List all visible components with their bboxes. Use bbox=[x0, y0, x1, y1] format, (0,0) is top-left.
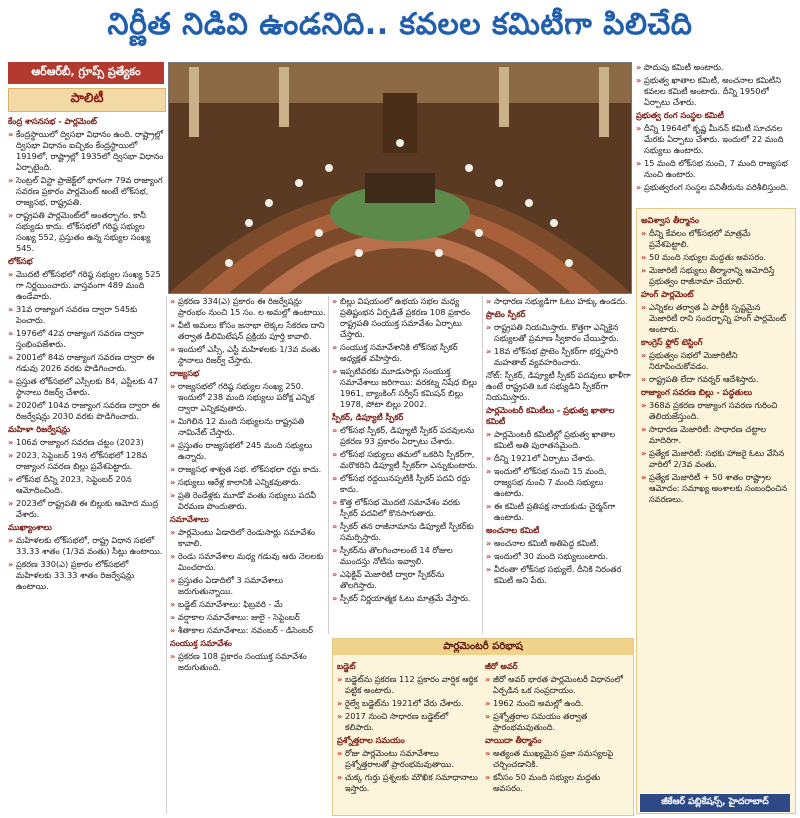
list-item: » ప్రత్యేక మెజారిటీ: సభకు హాజరై ఓటు వేసిన వారిలో 2/3వ వంతు. bbox=[641, 448, 791, 470]
subheading: మహిళా రిజర్వేషన్లు bbox=[8, 424, 71, 434]
right-info-box bbox=[636, 208, 796, 814]
list-item: » లోక్‌సభ సభ్యులు తమలో ఒకరిని స్పీకర్‌గా, మరొకరిని డిప్యూటీ స్పీకర్‌గా ఎన్నుకుంటారు. bbox=[332, 449, 480, 471]
column-2 bbox=[170, 296, 326, 814]
list-item: » ప్రభుత్వరంగ సంస్థల పనితీరును పరిశీలిస్తుంది. bbox=[636, 182, 794, 193]
terminology-col-2 bbox=[485, 659, 629, 811]
list-item: » వీరంతా లోక్‌సభ సభ్యులే. దీనికి నిరంతర కమిటీ అని పేరు. bbox=[486, 564, 632, 586]
col1-heading: కేంద్ర శాసనసభ - పార్లమెంట్ bbox=[8, 116, 97, 126]
list-item: » ఈ కమిటీ ప్రతిపక్ష నాయకుడు చైర్మన్‌గా ఉంటారు. bbox=[486, 501, 632, 523]
subheading: వాయిదా తీర్మానం bbox=[485, 735, 542, 745]
section-tag: ఆర్ఆర్‌బీ, గ్రూప్స్ ప్రత్యేకం bbox=[8, 62, 164, 84]
list-item: » ప్రశ్నోత్తరాల సమయం తర్వాత ప్రారంభమవుతుంది. bbox=[485, 711, 629, 733]
list-item: » వర్షాకాల సమావేశాలు: జులై - సెప్టెంబర్ bbox=[170, 612, 326, 623]
terminology-box bbox=[332, 638, 634, 816]
list-item: » ఇందులో ఎస్సీ, ఎస్టీ మహిళలకు 1/3వ వంతు స్థానాలు రిజర్వ్ చేస్తారు. bbox=[170, 344, 326, 366]
subheading: రాజ్యసభ bbox=[170, 368, 200, 378]
list-item: » రాజ్యసభలో గరిష్ఠ సభ్యుల సంఖ్య 250. ఇందులో 238 మంది సభ్యులు పరోక్ష ఎన్నిక ద్వారా ఎన్నికవుతారు. bbox=[170, 381, 326, 414]
column-4 bbox=[486, 296, 632, 634]
section-name: పాలిటీ bbox=[8, 88, 166, 112]
list-item: » రెండు సమావేశాల మధ్య గడువు ఆరు నెలలకు మించరాదు. bbox=[170, 551, 326, 573]
page-headline: నిర్ణీత నిడివి ఉండనిది.. కవలల కమిటీగా పిలిచేది bbox=[107, 7, 693, 42]
subheading: జీరో అవర్ bbox=[485, 661, 518, 671]
note: నోట్: స్పీకర్, డిప్యూటీ స్పీకర్ పదవులు ఖాళీగా ఉంటే రాష్ట్రపతి ఒక సభ్యుడిని స్పీకర్‌గా నియమిస్తారు. bbox=[486, 370, 631, 402]
subheading: లోక్‌సభ bbox=[8, 256, 33, 266]
list-item: » మహిళలకు లోక్‌సభలో, రాష్ట్ర విధాన సభలో 33.33 శాతం (1/3వ వంతు) సీట్లు ఉంటాయి. bbox=[8, 535, 164, 557]
subheading: హంగ్ పార్లమెంట్ bbox=[641, 289, 694, 299]
list-item: » శీతాకాల సమావేశాలు: నవంబర్ - డిసెంబర్ bbox=[170, 625, 326, 636]
list-item: » ఇందులో 30 మంది సభ్యులుంటారు. bbox=[486, 551, 632, 562]
list-item: » సాధారణ మెజారిటీ: సాధారణ చట్టాల మాదిరిగా. bbox=[641, 424, 791, 446]
list-item: » రాజ్యసభ శాశ్వత సభ. లోక్‌సభలా రద్దు కాదు. bbox=[170, 464, 326, 475]
list-item: » 2017 నుంచి సాధారణ బడ్జెట్‌లో కలిపారు. bbox=[337, 711, 479, 733]
list-item: » 18వ లోక్‌సభ ప్రొటెం స్పీకర్‌గా భర్తృహరి మహతాబ్ వ్యవహరించారు. bbox=[486, 346, 632, 368]
list-item: » రాష్ట్రపతి పార్లమెంట్‌లో అంతర్భాగం. కానీ సభ్యుడు కాదు. లోక్‌సభలో గరిష్ఠ సభ్యుల సంఖ్య 552, ప్రస్తుతం ఉన్న సభ్యుల సంఖ్య 545. bbox=[8, 210, 164, 254]
column-1 bbox=[8, 114, 164, 814]
list-item: » వీటి అమలు కోసం జనాభా లెక్కల సేకరణ దాని తర్వాత డీలిమిటేషన్ ప్రక్రియ పూర్తి కావాలి. bbox=[170, 320, 326, 342]
subheading: స్పీకర్, డిప్యూటీ స్పీకర్ bbox=[332, 412, 404, 422]
list-item: » అత్యంత ముఖ్యమైన ప్రజా సమస్యలపై చర్చించడానికి. bbox=[485, 748, 629, 770]
list-item: » దీన్ని 1964లో కృష్ణ మీనన్ కమిటీ సూచనల మేరకు ఏర్పాటు చేశారు. ఇందులో 22 మంది సభ్యులు ఉంటారు. bbox=[636, 123, 794, 156]
list-item: » సాధారణ సభ్యుడిగా ఓటు హక్కు ఉండదు. bbox=[486, 296, 632, 307]
list-item: » స్పీకర్ తన రాజీనామాను డిప్యూటీ స్పీకర్‌కు సమర్పిస్తారు. bbox=[332, 521, 480, 543]
list-item: » 2023, సెప్టెంబర్ 19న లోక్‌సభలో 128వ రాజ్యాంగ సవరణ బిల్లు ప్రవేశపెట్టారు. bbox=[8, 450, 164, 472]
list-item: » మెజారిటీ సభ్యులు తీర్మానాన్ని ఆమోదిస్తే ప్రభుత్వం రాజీనామా చేయాలి. bbox=[641, 265, 791, 287]
list-item: » బడ్జెట్‌ను ప్రకరణ 112 ప్రకారం వార్షిక ఆర్థిక పట్టిక అంటారు. bbox=[337, 674, 479, 696]
subheading: అంచనాల కమిటీ bbox=[486, 525, 540, 535]
list-item: » మొదటి లోక్‌సభలో గరిష్ఠ సభ్యుల సంఖ్య 525 గా నిర్ణయించారు. వాస్తవంగా 489 మంది ఉండేవారు. bbox=[8, 269, 164, 302]
subheading: సమావేశాలు bbox=[170, 514, 209, 524]
terminology-title: పార్లమెంటరీ పరిభాష bbox=[333, 639, 633, 655]
list-item: » ప్రస్తుతం రాజ్యసభలో 245 మంది సభ్యులు ఉన్నారు. bbox=[170, 440, 326, 462]
list-item: » కొత్త లోక్‌సభ మొదటి సమావేశం వరకు స్పీకర్ పదవిలో కొనసాగుతారు. bbox=[332, 497, 480, 519]
subheading: కాంగ్రెస్ ఫ్లోర్ టెస్టింగ్ bbox=[641, 337, 703, 347]
list-item: » 2001లో 84వ రాజ్యాంగ సవరణ ద్వారా ఈ గడువు 2026 వరకు పొడిగించారు. bbox=[8, 352, 164, 374]
list-item: » 31వ రాజ్యాంగ సవరణ ద్వారా 545కు పెంచారు. bbox=[8, 304, 164, 326]
list-item: » లోక్‌సభ దీన్ని 2023, సెప్టెంబర్ 20న ఆమోదించింది. bbox=[8, 474, 164, 496]
list-item: » బడ్జెట్ సమావేశాలు: ఫిబ్రవరి - మే bbox=[170, 599, 326, 610]
list-item: » ఎఫెక్టివ్ మెజారిటీ ద్వారా స్పీకర్‌ను తొలగిస్తారు. bbox=[332, 569, 480, 591]
subheading: ముఖ్యాంశాలు bbox=[8, 522, 52, 532]
list-item: » మిగిలిన 12 మంది సభ్యులను రాష్ట్రపతి నామినేట్ చేస్తారు. bbox=[170, 416, 326, 438]
list-item: » రోజు పార్లమెంటు సమావేశాలు ప్రశ్నోత్తరాలతో ప్రారంభమవుతాయి. bbox=[337, 748, 479, 770]
parliament-chamber-icon bbox=[169, 63, 631, 293]
subheading: బడ్జెట్ bbox=[337, 661, 356, 671]
list-item: » చుక్క గుర్తు ప్రశ్నలకు మౌఖిక సమాధానాలు ఇస్తారు. bbox=[337, 772, 479, 794]
list-item: » స్పీకర్‌ను తొలగించాలంటే 14 రోజుల ముందస్తు నోటీసు ఇవ్వాలి. bbox=[332, 545, 480, 567]
subheading: రాజ్యాంగ సవరణ బిల్లు - పద్ధతులు bbox=[641, 387, 753, 397]
list-item: » 2020లో 104వ రాజ్యాంగ సవరణ ద్వారా ఈ రిజర్వేషన్లు 2030 వరకు పొడిగించారు. bbox=[8, 400, 164, 422]
list-item: » లోక్‌సభ స్పీకర్, డిప్యూటీ స్పీకర్ పదవులను ప్రకరణ 93 ప్రకారం ఏర్పాటు చేశారు. bbox=[332, 425, 480, 447]
list-item: » దీన్ని 1921లో ఏర్పాటు చేశారు. bbox=[486, 453, 632, 464]
column-5 bbox=[636, 62, 794, 204]
list-item: » రాష్ట్రపతి నియమిస్తారు. కొత్తగా ఎన్నికైన సభ్యులతో ప్రమాణ స్వీకారం చేయిస్తారు. bbox=[486, 322, 632, 344]
list-item: » స్పీకర్ నిర్ణయాత్మక ఓటు మాత్రమే వేస్తారు. bbox=[332, 593, 480, 604]
list-item: » ప్రకరణ 108 ప్రకారం సంయుక్త సమావేశం జరుగుతుంది. bbox=[170, 651, 326, 673]
list-item: » 1976లో 42వ రాజ్యాంగ సవరణ ద్వారా స్తంభింపజేశారు. bbox=[8, 328, 164, 350]
list-item: » బిల్లు విషయంలో ఉభయ సభల మధ్య ప్రతిష్టంభన ఏర్పడితే ప్రకరణ 108 ప్రకారం రాష్ట్రపతి సంయుక్త సమావేశం ఏర్పాటు చేస్తారు. bbox=[332, 296, 480, 340]
list-item: » అంచనాల కమిటీ అతిపెద్ద కమిటీ. bbox=[486, 538, 632, 549]
parliament-photo bbox=[168, 62, 632, 294]
list-item: » ఎన్నికల తర్వాత ఏ పార్టీకి స్పష్టమైన మెజారిటీ రాని సందర్భాన్ని హంగ్ పార్లమెంట్ అంటారు. bbox=[641, 302, 791, 335]
column-divider bbox=[328, 296, 329, 634]
list-item: » ఇందులో లోక్‌సభ నుంచి 15 మంది, రాజ్యసభ నుంచి 7 మంది సభ్యులు ఉంటారు. bbox=[486, 466, 632, 499]
list-item: » ప్రకరణ 330(ఎ) ప్రకారం లోక్‌సభలో మహిళలకు 33.33 శాతం రిజర్వేషన్లు ఉంటాయి. bbox=[8, 559, 164, 592]
list-item: » ప్రకరణ 334(ఎ) ప్రకారం ఈ రిజర్వేషన్లు ప్రారంభం నుంచి 15 సం. ల అమల్లో ఉంటాయి. bbox=[170, 296, 326, 318]
list-item: » ఇప్పటివరకు మూడుసార్లు సంయుక్త సమావేశాలు జరిగాయి: వరకట్న నిషేధ బిల్లు 1961, బ్యాంకింగ్ సర్వీస్ కమిషన్ బిల్లు 1978, పోటా బిల్లు 2002. bbox=[332, 366, 480, 410]
list-item: » ప్రతి రెండేళ్లకు మూడో వంతు సభ్యులు పదవీ విరమణ పొందుతారు. bbox=[170, 490, 326, 512]
subheading: ప్రొటెం స్పీకర్ bbox=[486, 309, 526, 319]
subheading: ప్రభుత్వ రంగ సంస్థల కమిటీ bbox=[636, 110, 724, 120]
column-3 bbox=[332, 296, 480, 634]
list-item: » రైల్వే బడ్జెట్‌ను 1921లో వేరు చేశారు. bbox=[337, 698, 479, 709]
list-item: » కనీసం 50 మంది సభ్యుల మద్దతు అవసరం. bbox=[485, 772, 629, 794]
list-item: » ప్రస్తుత లోక్‌సభలో ఎస్సీలకు 84, ఎస్టీలకు 47 స్థానాలు రిజర్వ్ చేశారు. bbox=[8, 376, 164, 398]
terminology-col-1 bbox=[337, 659, 479, 811]
list-item: » ప్రత్యేక మెజారిటీ + 50 శాతం రాష్ట్రాల ఆమోదం: సమాఖ్య అంశాలకు సంబంధించిన సవరణలు. bbox=[641, 472, 791, 505]
list-item: » సంయుక్త సమావేశానికి లోక్‌సభ స్పీకర్ అధ్యక్షత వహిస్తారు. bbox=[332, 342, 480, 364]
subheading: పార్లమెంటరీ కమిటీలు - ప్రభుత్వ ఖాతాల కమిటీ bbox=[486, 405, 615, 426]
subheading: సంయుక్త సమావేశం bbox=[170, 638, 232, 648]
list-item: » పొదుపు కమిటీ అంటారు. bbox=[636, 62, 794, 73]
column-divider bbox=[482, 296, 483, 634]
list-item: » 106వ రాజ్యాంగ సవరణ చట్టం (2023) bbox=[8, 437, 164, 448]
list-item: » ప్రభుత్వ ఖాతాల కమిటీ, అంచనాల కమిటీని కవలల కమిటీ అంటారు. దీన్ని 1950లో ఏర్పాటు చేశారు. bbox=[636, 75, 794, 108]
right-box-content bbox=[641, 213, 791, 791]
list-item: » ప్రస్తుతం ఏడాదిలో 3 సమావేశాలు జరుగుతున్నాయి. bbox=[170, 575, 326, 597]
list-item: » సెంట్రల్ విస్టా ప్రాజెక్ట్‌లో భాగంగా 79వ రాజ్యాంగ సవరణ ప్రకారం పార్లమెంట్ అంటే లోక్‌సభ, రాజ్యసభ, రాష్ట్రపతి. bbox=[8, 175, 164, 208]
subheading: ప్రశ్నోత్తరాల సమయం bbox=[337, 735, 405, 745]
list-item: » ప్రభుత్వం సభలో మెజారిటీని నిరూపించుకోవడం. bbox=[641, 350, 791, 372]
list-item: » దీన్ని కేవలం లోక్‌సభలో మాత్రమే ప్రవేశపెట్టాలి. bbox=[641, 228, 791, 250]
list-item: » 1962 నుంచి అమల్లో ఉంది. bbox=[485, 698, 629, 709]
column-divider bbox=[166, 296, 167, 814]
list-item: » 50 మంది సభ్యుల మద్దతు అవసరం. bbox=[641, 252, 791, 263]
list-item: » పార్లమెంటరీ కమిటీల్లో ప్రభుత్వ ఖాతాల కమిటీ అతి పురాతనమైంది. bbox=[486, 429, 632, 451]
publisher-credit: జీకేఆర్ పబ్లికేషన్స్, హైదరాబాద్ bbox=[640, 794, 790, 812]
list-item: » రాష్ట్రపతి లేదా గవర్నర్ ఆదేశిస్తారు. bbox=[641, 374, 791, 385]
list-item: » 2023లో రాష్ట్రపతి ఈ బిల్లుకు ఆమోద ముద్ర వేశారు. bbox=[8, 498, 164, 520]
list-item: » 15 మంది లోక్‌సభ నుంచి, 7 మంది రాజ్యసభ నుంచి ఉంటారు. bbox=[636, 158, 794, 180]
list-item: » కేంద్రస్థాయిలో ద్విసభా విధానం ఉంది. రాష్ట్రాల్లో ద్విసభా విధానం ఐచ్ఛికం కేంద్రస్థాయిలో 1919లో, రాష్ట్రాల్లో 1935లో ద్విసభా విధానం ఏర్పాటైంది. bbox=[8, 129, 164, 173]
subheading: అవిశ్వాస తీర్మానం bbox=[641, 215, 699, 225]
list-item: » 368వ ప్రకరణ రాజ్యాంగ సవరణ గురించి తెలియజేస్తుంది. bbox=[641, 400, 791, 422]
list-item: » పార్లమెంటు ఏడాదిలో రెండుసార్లు సమావేశం కావాలి. bbox=[170, 527, 326, 549]
list-item: » సభ్యులు ఆరేళ్ల కాలానికి ఎన్నికవుతారు. bbox=[170, 477, 326, 488]
list-item: » లోక్‌సభ రద్దయినప్పటికీ స్పీకర్ పదవి రద్దు కాదు. bbox=[332, 473, 480, 495]
list-item: » జీరో అవర్ భారత పార్లమెంటరీ విధానంలో ఏర్పడిన ఒక సంప్రదాయం. bbox=[485, 674, 629, 696]
